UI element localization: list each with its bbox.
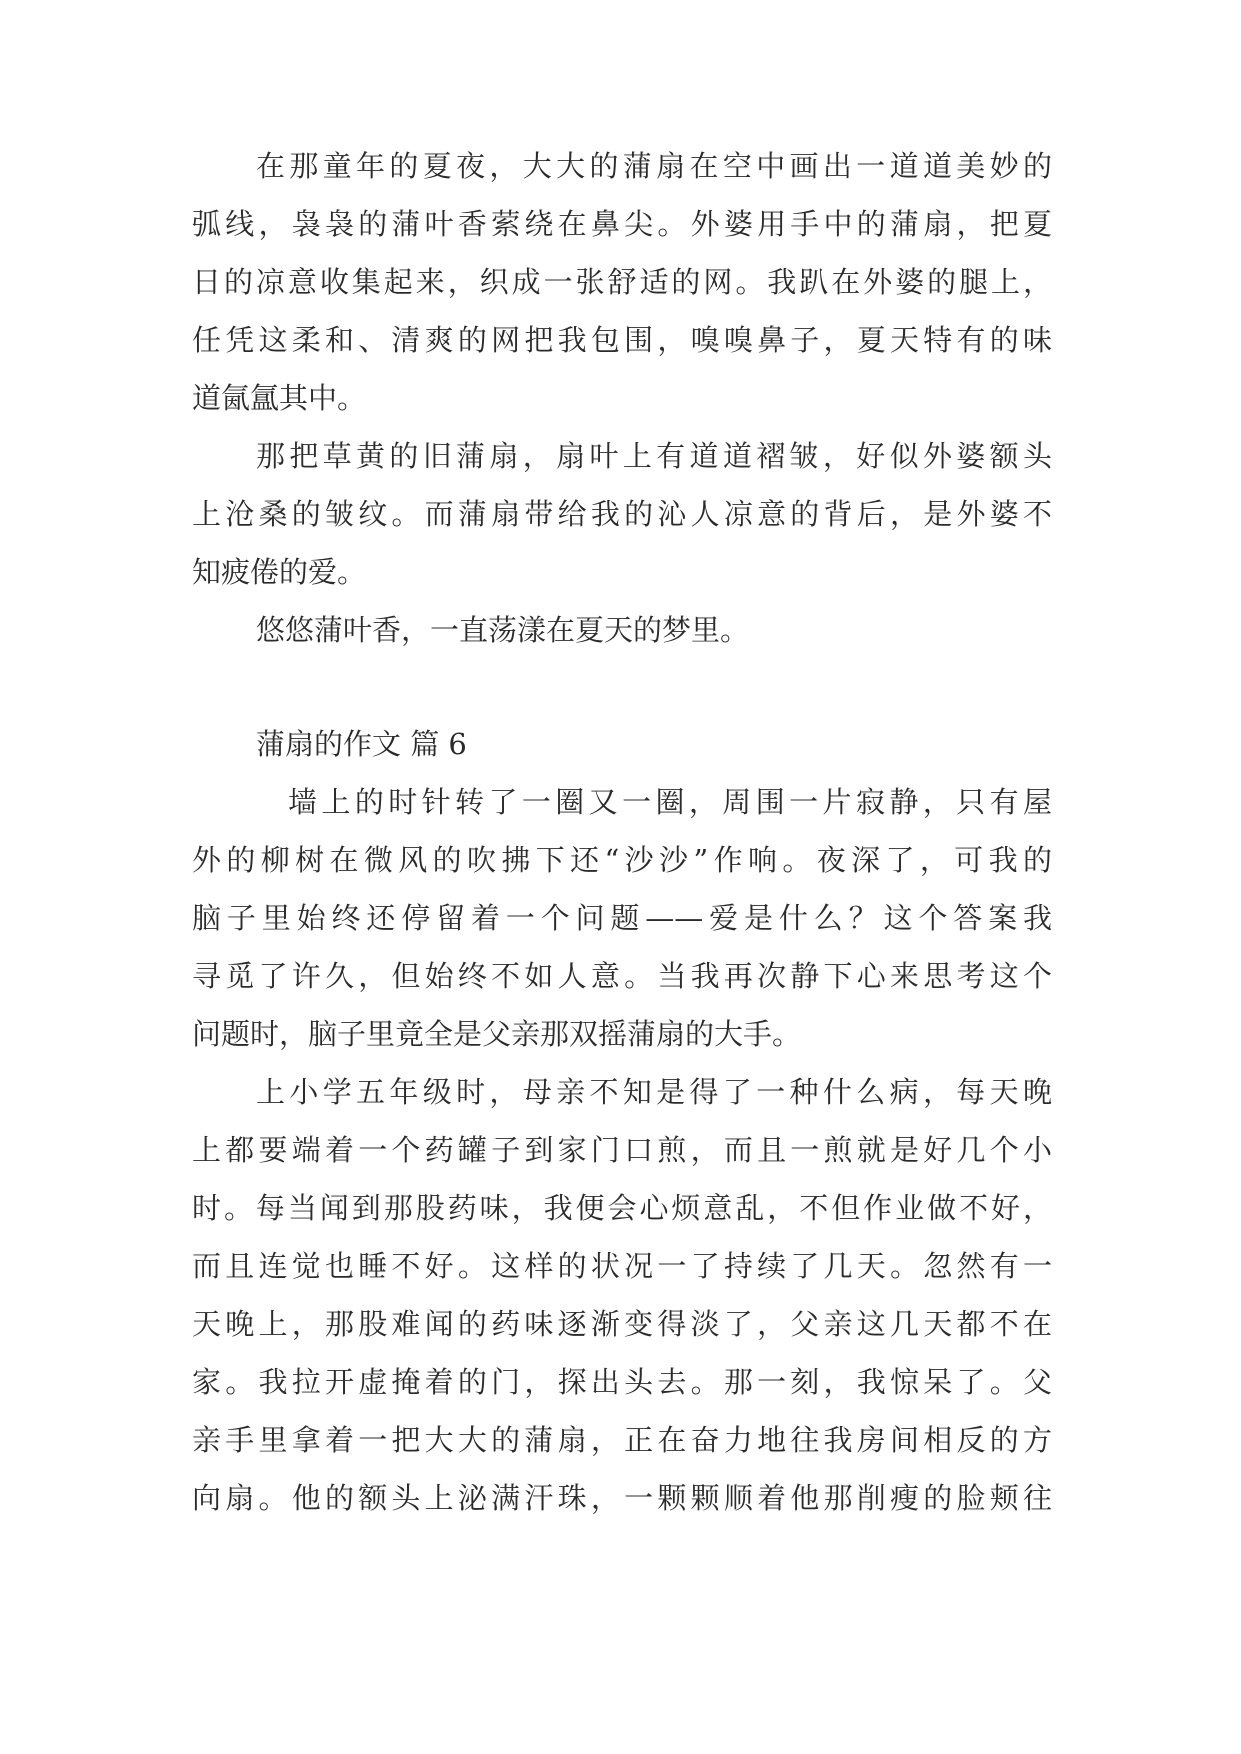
paragraph-line: 悠悠蒲叶香，一直荡漾在夏天的梦里。 bbox=[256, 613, 750, 647]
paragraph-line: 家。我拉开虚掩着的门，探出头去。那一刻，我惊呆了。父 bbox=[192, 1365, 1052, 1399]
paragraph-line: 天晚上，那股难闻的药味逐渐变得淡了，父亲这几天都不在 bbox=[192, 1307, 1052, 1341]
paragraph-line: 上都要端着一个药罐子到家门口煎，而且一煎就是好几个小 bbox=[192, 1133, 1052, 1167]
paragraph-line: 外的柳树在微风的吹拂下还“沙沙”作响。夜深了，可我的 bbox=[192, 843, 1052, 877]
paragraph-line: 问题时，脑子里竟全是父亲那双摇蒲扇的大手。 bbox=[192, 1017, 802, 1051]
section-heading: 蒲扇的作文 篇 6 bbox=[256, 727, 467, 761]
paragraph-line: 那把草黄的旧蒲扇，扇叶上有道道褶皱，好似外婆额头 bbox=[256, 439, 1052, 473]
paragraph-line: 脑子里始终还停留着一个问题——爱是什么？这个答案我 bbox=[192, 901, 1052, 935]
paragraph-line: 任凭这柔和、清爽的网把我包围，嗅嗅鼻子，夏天特有的味 bbox=[192, 323, 1052, 357]
paragraph-line: 而且连觉也睡不好。这样的状况一了持续了几天。忽然有一 bbox=[192, 1249, 1052, 1283]
paragraph-line: 亲手里拿着一把大大的蒲扇，正在奋力地往我房间相反的方 bbox=[192, 1423, 1052, 1457]
paragraph-line: 知疲倦的爱。 bbox=[192, 555, 367, 589]
paragraph-line: 上小学五年级时，母亲不知是得了一种什么病，每天晚 bbox=[256, 1075, 1052, 1109]
paragraph-line: 上沧桑的皱纹。而蒲扇带给我的沁人凉意的背后，是外婆不 bbox=[192, 497, 1052, 531]
paragraph-line: 向扇。他的额头上泌满汗珠，一颗颗顺着他那削瘦的脸颊往 bbox=[192, 1481, 1052, 1515]
paragraph-line: 道氤氲其中。 bbox=[192, 381, 367, 415]
paragraph-line: 墙上的时针转了一圈又一圈，周围一片寂静，只有屋 bbox=[288, 785, 1052, 819]
paragraph-line: 弧线，袅袅的蒲叶香萦绕在鼻尖。外婆用手中的蒲扇，把夏 bbox=[192, 207, 1052, 241]
paragraph-line: 时。每当闻到那股药味，我便会心烦意乱，不但作业做不好， bbox=[192, 1191, 1052, 1225]
paragraph-line: 在那童年的夏夜，大大的蒲扇在空中画出一道道美妙的 bbox=[256, 149, 1052, 183]
paragraph-line: 日的凉意收集起来，织成一张舒适的网。我趴在外婆的腿上， bbox=[192, 265, 1052, 299]
paragraph-line: 寻觅了许久，但始终不如人意。当我再次静下心来思考这个 bbox=[192, 959, 1052, 993]
